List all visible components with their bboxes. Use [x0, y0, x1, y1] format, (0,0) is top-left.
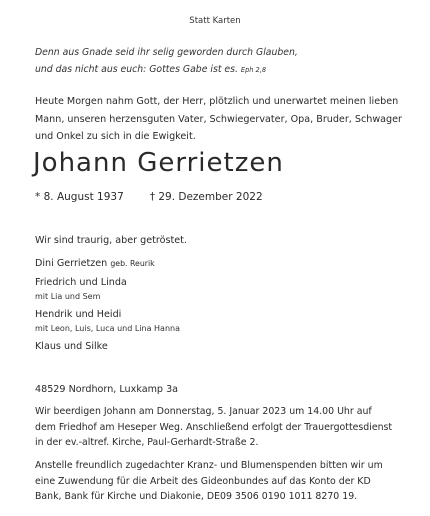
mourners-lead: Wir sind traurig, aber getröstet.	[35, 235, 187, 246]
announcement-line-2: Mann, unseren herzensguten Vater, Schwiegervater, Opa, Bruder, Schwager	[35, 113, 402, 125]
verse-line-1: Denn aus Gnade seid ihr selig geworden durch Glauben,	[35, 47, 298, 58]
deceased-name: Johann Gerrietzen	[33, 148, 284, 178]
mourner-family-2: Hendrik und Heidi	[35, 309, 122, 320]
verse-line-2-text: und das nicht aus euch: Gottes Gabe ist es.	[35, 64, 238, 75]
family-address: 48529 Nordhorn, Luxkamp 3a	[35, 384, 179, 395]
notice-header: Statt Karten	[189, 16, 241, 26]
life-dates	[35, 191, 263, 203]
funeral-line-2: dem Friedhof am Heseper Weg. Anschließend erfolgt der Trauergottesdienst	[35, 421, 393, 433]
mourner-family-2-children: mit Leon, Luis, Luca und Lina Hanna	[35, 324, 180, 333]
announcement-text	[35, 93, 405, 146]
announcement-line-3: und Onkel zu sich in die Ewigkeit.	[35, 131, 196, 142]
mourner-wife-birthname: geb. Reurik	[110, 259, 155, 268]
mourner-family-3: Klaus und Silke	[35, 341, 108, 352]
funeral-line-1: Wir beerdigen Johann am Donnerstag, 5. Januar 2023 um 14.00 Uhr auf	[35, 406, 372, 417]
funeral-details	[35, 404, 407, 451]
funeral-line-3: in der ev.-altref. Kirche, Paul-Gerhardt-Straße 2.	[35, 437, 259, 448]
donation-line-1: Anstelle freundlich zugedachter Kranz- und Blumenspenden bitten wir um	[35, 460, 383, 471]
announcement-line-1: Heute Morgen nahm Gott, der Herr, plötzlich und unerwartet meinen lieben	[35, 96, 399, 107]
mourner-family-1-children: mit Lia und Sem	[35, 292, 101, 301]
death-date: † 29. Dezember 2022	[149, 191, 263, 203]
donation-request	[35, 458, 407, 505]
mourner-wife-name: Dini Gerrietzen	[35, 258, 108, 269]
bible-verse	[35, 44, 405, 79]
donation-line-3: Bank, Bank für Kirche und Diakonie, DE09 3506 0190 1011 8270 19.	[35, 491, 358, 502]
verse-reference: Eph 2,8	[240, 66, 267, 74]
mourner-wife	[35, 257, 405, 271]
verse-line-2	[35, 61, 405, 79]
donation-line-2: eine Zuwendung für die Arbeit des Gideonbundes auf das Konto der KD	[35, 475, 371, 487]
mourners-list	[35, 234, 405, 354]
birth-date: * 8. August 1937	[35, 191, 124, 203]
mourner-family-1: Friedrich und Linda	[35, 277, 127, 288]
